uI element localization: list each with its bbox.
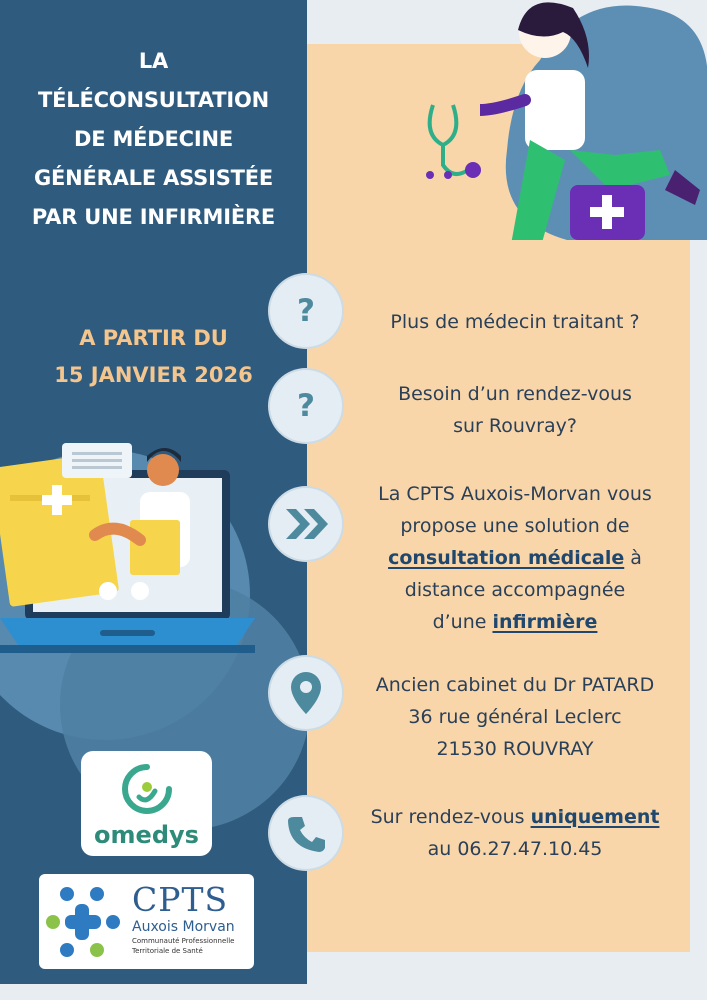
address-line: Ancien cabinet du Dr PATARD — [375, 674, 655, 696]
question-icon: ? — [270, 275, 342, 347]
phone-line — [345, 801, 685, 833]
title-line: GÉNÉRALE ASSISTÉE — [33, 166, 274, 190]
question-line: Besoin d’un rendez-vous — [398, 383, 632, 405]
solution-line — [345, 542, 685, 574]
phone-icon — [270, 797, 342, 869]
question-no-doctor: Plus de médecin traitant ? — [390, 311, 640, 333]
omedys-symbol-icon — [119, 761, 175, 817]
cpts-description: Territoriale de Santé — [132, 947, 203, 955]
solution-line: propose une solution de — [400, 515, 630, 537]
solution-line — [345, 606, 685, 638]
phone-text: Sur rendez-vous — [370, 806, 531, 828]
solution-description — [345, 478, 685, 638]
cpts-logo — [39, 874, 254, 969]
address-block — [345, 669, 685, 765]
omedys-logo — [81, 751, 212, 856]
left-panel — [0, 0, 307, 984]
laptop-doctor-illustration — [0, 440, 307, 680]
phone-number: au 06.27.47.10.45 — [427, 838, 603, 860]
stethoscope-icon — [418, 95, 488, 185]
address-line: 21530 ROUVRAY — [436, 738, 594, 760]
omedys-label: omedys — [94, 821, 199, 849]
nurse-illustration — [480, 0, 707, 240]
question-line: sur Rouvray? — [453, 415, 577, 437]
title-line: DE MÉDECINE — [73, 127, 234, 151]
solution-line: La CPTS Auxois-Morvan vous — [378, 483, 652, 505]
start-date-label: A PARTIR DU — [79, 326, 228, 350]
question-icon: ? — [270, 370, 342, 442]
cpts-description: Communauté Professionnelle — [132, 937, 235, 945]
cpts-title: CPTS — [132, 880, 229, 919]
title-line: LA — [138, 49, 169, 73]
phone-block — [345, 801, 685, 865]
solution-text: à — [624, 547, 642, 569]
title-line: TÉLÉCONSULTATION — [38, 88, 269, 112]
title-line: PAR UNE INFIRMIÈRE — [31, 205, 276, 229]
solution-line: distance accompagnée — [404, 579, 626, 601]
question-appointment — [345, 378, 685, 442]
cpts-subtitle: Auxois Morvan — [132, 919, 235, 935]
location-pin-icon — [270, 657, 342, 729]
cpts-cross-icon — [45, 884, 123, 959]
highlight-only: uniquement — [530, 806, 660, 828]
solution-text: d’une — [432, 611, 493, 633]
address-line: 36 rue général Leclerc — [408, 706, 622, 728]
start-date: 15 JANVIER 2026 — [54, 363, 253, 387]
highlight-nurse: infirmière — [492, 611, 598, 633]
highlight-consultation: consultation médicale — [388, 547, 625, 569]
double-chevron-icon — [270, 488, 342, 560]
